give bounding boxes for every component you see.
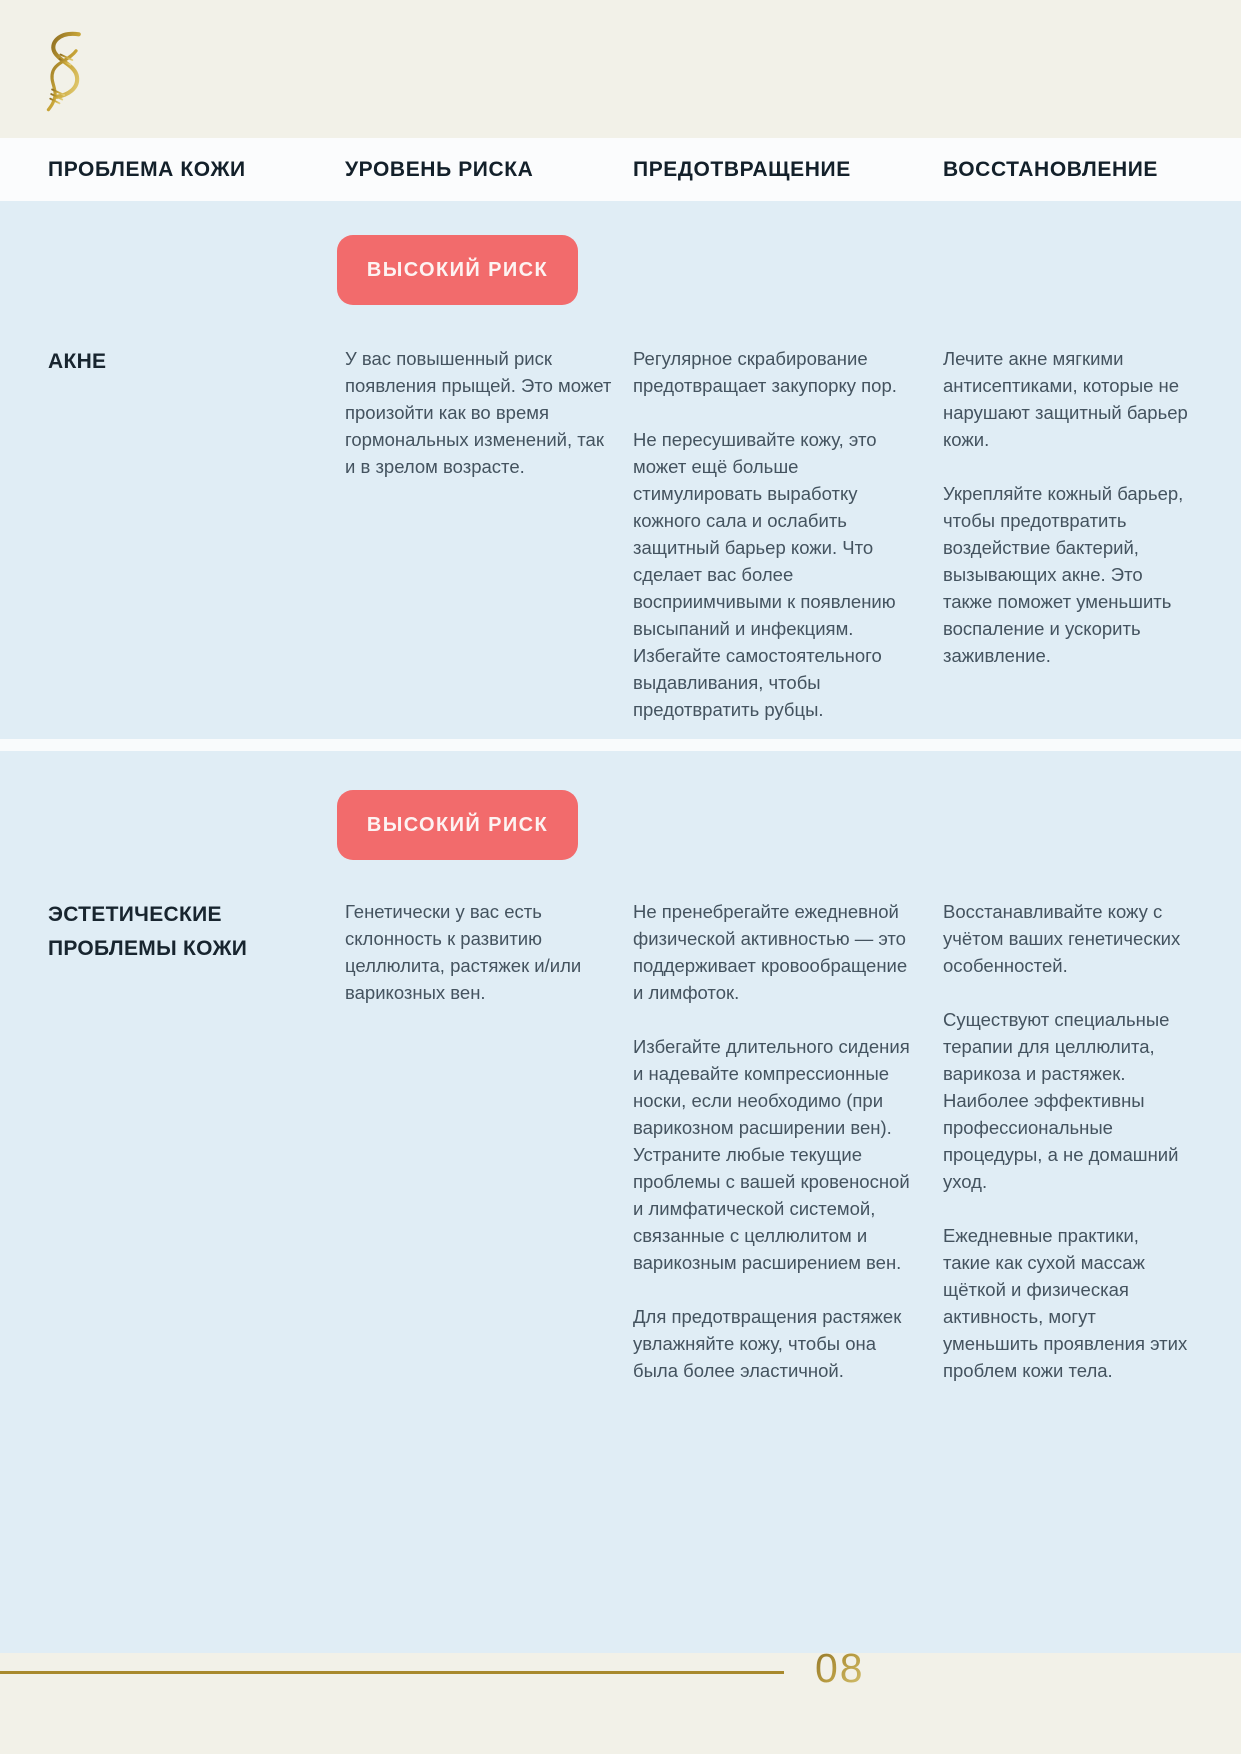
recovery-paragraph: Лечите акне мягкими антисептиками, которые не нарушают защитный барьер кожи. [943,348,1188,450]
column-header-risk-level: УРОВЕНЬ РИСКА [345,157,534,181]
recovery-paragraph: Существуют специальные терапии для целлюлита, варикоза и растяжек. Наиболее эффективны профессиональные процедуры, а не домашний уход. [943,1009,1179,1192]
cell-problem [48,898,345,1384]
dna-helix-logo-icon [42,30,88,114]
cell-risk-description [345,898,633,1384]
prevention-paragraph: Для предотвращения растяжек увлажняйте кожу, чтобы она была более эластичной. [633,1306,902,1381]
high-risk-badge: ВЫСОКИЙ РИСК [337,235,578,305]
risk-paragraph: У вас повышенный риск появления прыщей. Это может произойти как во время гормональных изменений, так и в зрелом возрасте. [345,348,612,477]
risk-paragraph: Генетически у вас есть склонность к развитию целлюлита, растяжек и/или варикозных вен. [345,901,582,1003]
cell-recovery [943,898,1241,1384]
cell-problem [48,345,345,723]
prevention-paragraph: Не пересушивайте кожу, это может ещё больше стимулировать выработку кожного сала и ослабить защитный барьер кожи. Что сделает вас более восприимчивыми к появлению высыпаний и инфекциям. Избегайте самостоятельного выдавливания, чтобы предотвратить рубцы. [633,429,896,720]
page-top-band [0,0,1241,138]
prevention-paragraph: Регулярное скрабирование предотвращает закупорку пор. [633,348,897,396]
prevention-paragraph: Избегайте длительного сидения и надевайте компрессионные носки, если необходимо (при варикозном расширении вен). Устраните любые текущие проблемы с вашей кровеносной и лимфатической системой, связанные с целлюлитом и варикозным расширением вен. [633,1036,910,1273]
column-header-skin-problem: ПРОБЛЕМА КОЖИ [48,157,246,181]
section-aesthetic-skin-problems [0,751,1241,1653]
table-row-aesthetic [0,898,1241,1384]
cell-recovery [943,345,1241,723]
recovery-paragraph: Восстанавливайте кожу с учётом ваших генетических особенностей. [943,901,1181,976]
page-number: 08 [815,1645,865,1691]
cell-prevention [633,898,943,1384]
recovery-paragraph: Укрепляйте кожный барьер, чтобы предотвратить воздействие бактерий, вызывающих акне. Это также поможет уменьшить воспаление и ускорить заживление. [943,483,1184,666]
prevention-paragraph: Не пренебрегайте ежедневной физической активностью — это поддерживает кровообращение и лимфоток. [633,901,908,1003]
table-row-acne [0,345,1241,723]
high-risk-badge: ВЫСОКИЙ РИСК [337,790,578,860]
column-header-recovery: ВОССТАНОВЛЕНИЕ [943,157,1159,181]
section-divider [0,739,1241,751]
column-header-prevention: ПРЕДОТВРАЩЕНИЕ [633,157,851,181]
footer-gold-rule [0,1671,784,1674]
section-acne [0,201,1241,739]
cell-risk-description [345,345,633,723]
recovery-paragraph: Ежедневные практики, такие как сухой массаж щёткой и физическая активность, могут уменьшить проявления этих проблем кожи тела. [943,1225,1188,1381]
problem-title: ЭСТЕТИЧЕСКИЕ ПРОБЛЕМЫ КОЖИ [48,903,248,960]
problem-title: АКНЕ [48,350,107,373]
cell-prevention [633,345,943,723]
table-header-row [0,138,1241,201]
